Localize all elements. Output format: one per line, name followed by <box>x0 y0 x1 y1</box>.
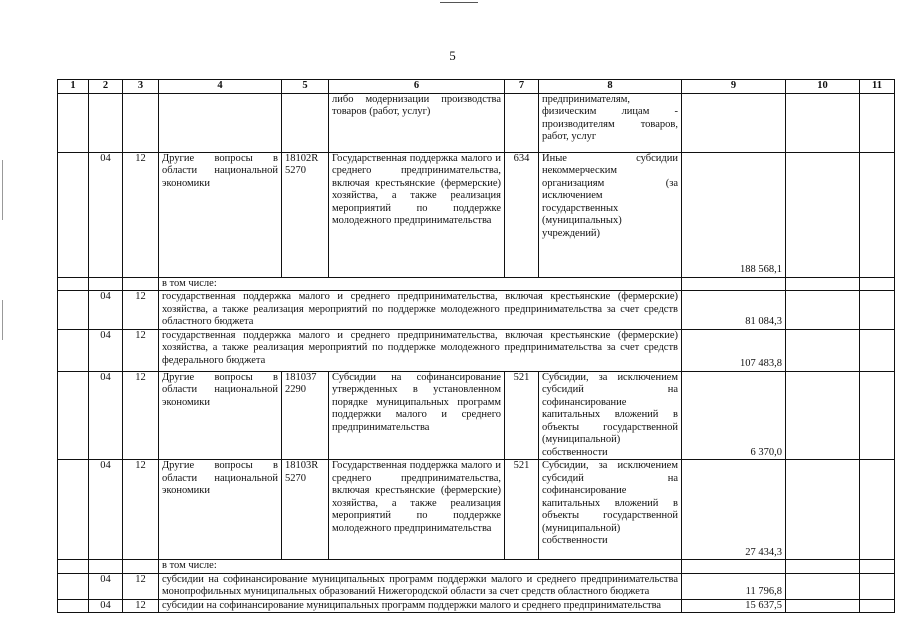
target-article: 181037 2290 <box>282 371 329 460</box>
expense-type-name: Субсидии, за исключением субсидий на софинансирование капитальных вложений в объекты государственной (муниципальной) собственности <box>539 460 682 560</box>
section-code: 04 <box>89 599 123 613</box>
table-cell <box>860 291 895 330</box>
subsection-code <box>123 93 159 152</box>
column-header: 4 <box>159 80 282 94</box>
table-cell <box>58 460 89 560</box>
table-cell <box>860 152 895 277</box>
table-cell <box>58 371 89 460</box>
subsection-code: 12 <box>123 599 159 613</box>
table-cell <box>786 599 860 613</box>
table-cell <box>58 277 89 291</box>
table-cell <box>58 573 89 599</box>
target-article-name: Государственная поддержка малого и среднего предпринимательства, включая крестьянские (фермерские) хозяйства, а также реализация мероприятий по поддержке молодежного предпринимательства <box>329 152 505 277</box>
section-name <box>159 93 282 152</box>
section-code: 04 <box>89 152 123 277</box>
target-article-name: Государственная поддержка малого и среднего предпринимательства, включая крестьянские (фермерские) хозяйства, а также реализация мероприятий по поддержке молодежного предпринимательства <box>329 460 505 560</box>
budget-table <box>57 79 895 613</box>
subsection-code: 12 <box>123 573 159 599</box>
section-name: Другие вопросы в области национальной экономики <box>159 152 282 277</box>
section-code: 04 <box>89 291 123 330</box>
table-cell <box>860 560 895 574</box>
table-cell <box>58 329 89 371</box>
page-number: 5 <box>449 48 456 63</box>
column-header: 1 <box>58 80 89 94</box>
scan-mark <box>440 2 478 3</box>
table-cell <box>786 277 860 291</box>
subsection-code <box>123 560 159 574</box>
amount: 188 568,1 <box>682 152 786 277</box>
table-cell <box>860 93 895 152</box>
table-row <box>58 560 895 574</box>
table-row <box>58 291 895 330</box>
table-cell <box>786 560 860 574</box>
target-article-name: Субсидии на софинансирование утвержденных в установленном порядке муниципальных программ поддержки малого и среднего предпринимательства <box>329 371 505 460</box>
section-code: 04 <box>89 460 123 560</box>
table-cell <box>786 371 860 460</box>
table-cell <box>786 460 860 560</box>
table-header-row <box>58 80 895 94</box>
table-cell <box>58 291 89 330</box>
expense-type-name: Субсидии, за исключением субсидий на софинансирование капитальных вложений в объекты государственной (муниципальной) собственности <box>539 371 682 460</box>
target-article-name: либо модернизации производства товаров (работ, услуг) <box>329 93 505 152</box>
target-article: 18102R 5270 <box>282 152 329 277</box>
expense-type: 521 <box>505 371 539 460</box>
column-header: 8 <box>539 80 682 94</box>
table-row <box>58 599 895 613</box>
table-cell <box>58 152 89 277</box>
table-row <box>58 371 895 460</box>
table-cell <box>58 560 89 574</box>
subsection-code: 12 <box>123 152 159 277</box>
expense-type-name: предпринимателям, физическим лицам - производителям товаров, работ, услуг <box>539 93 682 152</box>
row-description: государственная поддержка малого и среднего предпринимательства, включая крестьянские (фермерские) хозяйства, а также реализация мероприятий по поддержке молодежного предпринимательства за счет средств областного бюджета <box>159 291 682 330</box>
column-header: 3 <box>123 80 159 94</box>
table-cell <box>58 599 89 613</box>
amount: 81 084,3 <box>682 291 786 330</box>
expense-type: 521 <box>505 460 539 560</box>
row-description: субсидии на софинансирование муниципальных программ поддержки малого и среднего предпринимательства монопрофильных муниципальных образований Нижегородской области за счет средств областного бюджета <box>159 573 682 599</box>
row-description: в том числе: <box>159 560 682 574</box>
table-cell <box>58 93 89 152</box>
target-article: 18103R 5270 <box>282 460 329 560</box>
table-row <box>58 93 895 152</box>
column-header: 5 <box>282 80 329 94</box>
section-code <box>89 93 123 152</box>
column-header: 10 <box>786 80 860 94</box>
subsection-code: 12 <box>123 291 159 330</box>
row-description: государственная поддержка малого и среднего предпринимательства, включая крестьянские (фермерские) хозяйства, а также реализация мероприятий по поддержке молодежного предпринимательства за счет средств федерального бюджета <box>159 329 682 371</box>
table-cell <box>860 460 895 560</box>
expense-type <box>505 93 539 152</box>
amount: 27 434,3 <box>682 460 786 560</box>
table-row <box>58 573 895 599</box>
column-header: 7 <box>505 80 539 94</box>
table-row <box>58 460 895 560</box>
subsection-code: 12 <box>123 371 159 460</box>
table-cell <box>786 573 860 599</box>
section-name: Другие вопросы в области национальной экономики <box>159 460 282 560</box>
section-code: 04 <box>89 371 123 460</box>
table-cell <box>786 291 860 330</box>
table-row <box>58 329 895 371</box>
table-cell <box>786 93 860 152</box>
amount: 107 483,8 <box>682 329 786 371</box>
amount: 6 370,0 <box>682 371 786 460</box>
expense-type: 634 <box>505 152 539 277</box>
amount <box>682 277 786 291</box>
column-header: 6 <box>329 80 505 94</box>
subsection-code: 12 <box>123 329 159 371</box>
table-cell <box>860 277 895 291</box>
subsection-code: 12 <box>123 460 159 560</box>
amount: 15 637,5 <box>682 599 786 613</box>
row-description: в том числе: <box>159 277 682 291</box>
column-header: 2 <box>89 80 123 94</box>
section-code <box>89 277 123 291</box>
section-code: 04 <box>89 573 123 599</box>
row-description: субсидии на софинансирование муниципальных программ поддержки малого и среднего предпринимательства <box>159 599 682 613</box>
section-name: Другие вопросы в области национальной экономики <box>159 371 282 460</box>
scan-mark <box>2 300 3 340</box>
table-row <box>58 277 895 291</box>
table-cell <box>860 371 895 460</box>
scan-mark <box>2 160 3 220</box>
table-row <box>58 152 895 277</box>
amount <box>682 93 786 152</box>
column-header: 11 <box>860 80 895 94</box>
amount: 11 796,8 <box>682 573 786 599</box>
section-code <box>89 560 123 574</box>
table-cell <box>786 329 860 371</box>
amount <box>682 560 786 574</box>
column-header: 9 <box>682 80 786 94</box>
table-cell <box>786 152 860 277</box>
subsection-code <box>123 277 159 291</box>
table-cell <box>860 329 895 371</box>
expense-type-name: Иные субсидии некоммерческим организациям (за исключением государственных (муниципальных) учреждений) <box>539 152 682 277</box>
table-cell <box>860 573 895 599</box>
table-cell <box>860 599 895 613</box>
section-code: 04 <box>89 329 123 371</box>
target-article <box>282 93 329 152</box>
